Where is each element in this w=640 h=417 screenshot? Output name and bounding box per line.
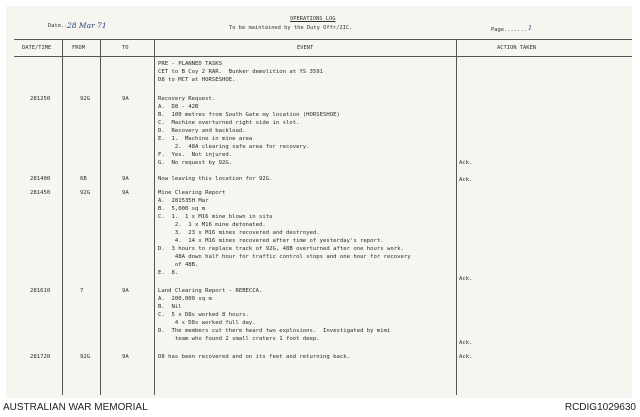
entry-line: C. Machine overturned right side in slot. bbox=[158, 120, 300, 126]
entry-line: Now leaving this location for 92G. bbox=[158, 176, 273, 182]
entry-to: 9A bbox=[122, 176, 129, 182]
page-label: Page....... bbox=[491, 27, 527, 33]
entry-action: Ack. bbox=[459, 160, 473, 166]
entry-line: 2. 1 x M16 mine detonated. bbox=[158, 222, 266, 228]
entry-time: 281610 bbox=[30, 288, 51, 294]
date-label: Date.. bbox=[48, 23, 68, 29]
page-subtitle: To be maintained by the Duty Offr/2IC. bbox=[229, 25, 353, 31]
entry-line: F. Yes. Not injured. bbox=[158, 152, 233, 158]
pre-planned-line: D8 to MCT at HORSESHOE. bbox=[158, 77, 236, 83]
col-divider-2 bbox=[100, 39, 101, 395]
entry-line: C. 1. 1 x M16 mine blown in situ bbox=[158, 214, 273, 220]
entry-line: D. 3 hours to replace track of 92G, 48B overturned after one hours work. bbox=[158, 246, 404, 252]
entry-line: D8 has been recovered and on its feet and returning back. bbox=[158, 354, 350, 360]
col-header-from: FROM bbox=[72, 45, 85, 51]
pre-planned-line: PRE - PLANNED TASKS bbox=[158, 61, 222, 67]
entry-line: D. The members cut there heard two explosions. Investigated by mimi bbox=[158, 328, 391, 334]
col-divider-3 bbox=[154, 39, 155, 395]
entry-line: A. 281535H Mar bbox=[158, 198, 209, 204]
table-top-rule bbox=[14, 39, 632, 40]
page-value: 1 bbox=[528, 24, 533, 32]
entry-line: B. Nil bbox=[158, 304, 182, 310]
col-header-event: EVENT bbox=[297, 45, 314, 51]
entry-line: E. 8. bbox=[158, 270, 179, 276]
entry-action: Ack. bbox=[459, 276, 473, 282]
entry-line: B. 100 metres from South Gate my location (HORSESHOE) bbox=[158, 112, 340, 118]
entry-to: 9A bbox=[122, 354, 129, 360]
entry-to: 9A bbox=[122, 288, 129, 294]
pre-planned-line: CET to B Coy 2 RAR. Bunker demolition at YS 3591 bbox=[158, 69, 324, 75]
entry-time: 281720 bbox=[30, 354, 51, 360]
entry-line: A. 200,000 sq m bbox=[158, 296, 212, 302]
entry-line: G. No request by 92G. bbox=[158, 160, 233, 166]
entry-line: of 48B. bbox=[158, 262, 199, 268]
entry-from: 92G bbox=[80, 354, 91, 360]
col-header-date-time: DATE/TIME bbox=[22, 45, 52, 51]
entry-from: 7 bbox=[80, 288, 84, 294]
date-value: 28 Mar 71 bbox=[67, 21, 107, 30]
page-title: OPERATIONS LOG bbox=[290, 16, 336, 22]
entry-action: Ack. bbox=[459, 354, 473, 360]
entry-line: A. D8 - 42B bbox=[158, 104, 199, 110]
entry-from: 6B bbox=[80, 176, 87, 182]
entry-from: 92G bbox=[80, 190, 91, 196]
entry-line: Land Clearing Report - REBECCA. bbox=[158, 288, 263, 294]
entry-line: 4. 14 x M16 mines recovered after time of yesterday's report. bbox=[158, 238, 384, 244]
col-header-to: TO bbox=[122, 45, 129, 51]
entry-line: Recovery Request. bbox=[158, 96, 216, 102]
entry-time: 281400 bbox=[30, 176, 51, 182]
col-header-action: ACTION TAKEN bbox=[497, 45, 536, 51]
footer-institution: AUSTRALIAN WAR MEMORIAL bbox=[3, 402, 148, 413]
entry-line: E. 1. Machine in mine area bbox=[158, 136, 253, 142]
entry-line: team who found 2 small craters 1 foot deep. bbox=[158, 336, 320, 342]
entry-to: 9A bbox=[122, 96, 129, 102]
entry-from: 92G bbox=[80, 96, 91, 102]
entry-action: Ack. bbox=[459, 177, 473, 183]
entry-line: D. Recovery and backload. bbox=[158, 128, 246, 134]
entry-time: 281450 bbox=[30, 190, 51, 196]
entry-line: 48A down half hour for traffic control stops and one hour for recovery bbox=[158, 254, 411, 260]
entry-line: 3. 23 x M16 mines recovered and destroyed. bbox=[158, 230, 320, 236]
entry-line: Mine Clearing Report bbox=[158, 190, 226, 196]
entry-line: 2. 48A clearing safe area for recovery. bbox=[158, 144, 310, 150]
entry-line: B. 5,000 sq m bbox=[158, 206, 206, 212]
entry-action: Ack. bbox=[459, 340, 473, 346]
entry-line: C. 5 x D8s worked 8 hours. bbox=[158, 312, 249, 318]
footer-record-id: RCDIG1029630 bbox=[564, 402, 636, 413]
entry-time: 281250 bbox=[30, 96, 51, 102]
header-bottom-rule bbox=[14, 56, 632, 57]
entry-to: 9A bbox=[122, 190, 129, 196]
entry-line: 4 x D8s worked full day. bbox=[158, 320, 256, 326]
col-divider-1 bbox=[62, 39, 63, 395]
col-divider-4 bbox=[456, 39, 457, 395]
